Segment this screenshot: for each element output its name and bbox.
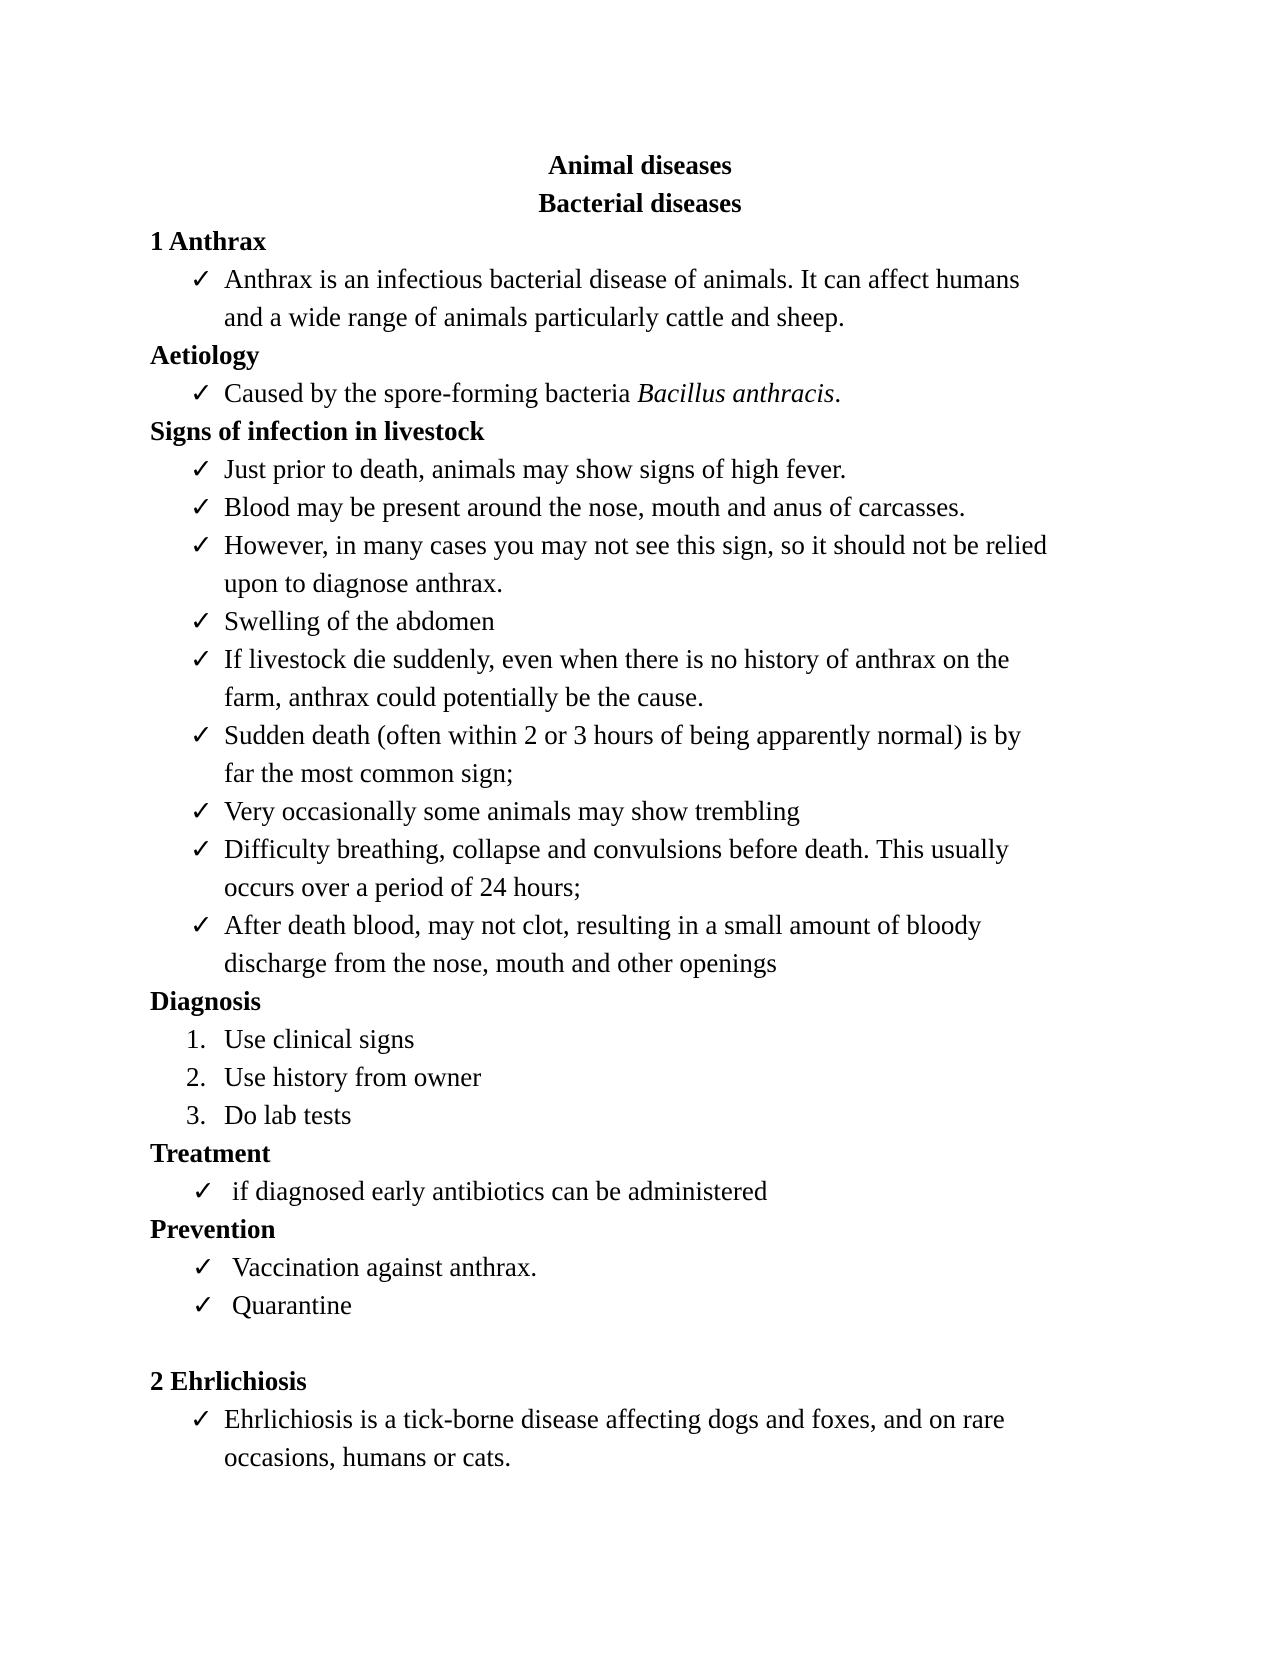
document-subtitle: Bacterial diseases [538,188,742,218]
list-item-text: Swelling of the abdomen [224,606,495,636]
checkmark-icon: ✓ [190,644,213,674]
list-item [190,526,1047,564]
section-heading-anthrax: 1 Anthrax [150,226,267,256]
numbered-item [186,1020,414,1058]
list-item-continuation: occurs over a period of 24 hours; [224,872,581,902]
checkmark-icon: ✓ [190,378,213,408]
checkmark-icon: ✓ [190,606,213,636]
list-item [190,602,495,640]
item-text: Use history from owner [224,1062,482,1092]
list-item-text: if diagnosed early antibiotics can be administered [232,1176,768,1206]
list-item [190,792,800,830]
aetiology-text: Caused by the spore-forming bacteria [224,378,638,408]
list-item-continuation: farm, anthrax could potentially be the cause. [224,682,704,712]
list-item-text: Ehrlichiosis is a tick-borne disease affecting dogs and foxes, and on rare [224,1404,1005,1434]
list-item-text: However, in many cases you may not see this sign, so it should not be relied [224,530,1048,560]
checkmark-icon: ✓ [190,530,213,560]
list-item-text: Sudden death (often within 2 or 3 hours of being apparently normal) is by [224,720,1022,750]
list-item [190,640,1010,678]
list-item [192,1172,767,1210]
checkmark-icon: ✓ [192,1252,215,1282]
list-item [190,488,966,526]
checkmark-icon: ✓ [190,492,213,522]
list-item [190,1400,1005,1438]
checkmark-icon: ✓ [190,910,213,940]
list-item-text: After death blood, may not clot, resulting in a small amount of bloody [224,910,982,940]
subheading-signs: Signs of infection in livestock [150,416,485,446]
list-item-text: If livestock die suddenly, even when there is no history of anthrax on the [224,644,1010,674]
checkmark-icon: ✓ [190,454,213,484]
checkmark-icon: ✓ [190,720,213,750]
organism-name: Bacillus anthracis [637,378,835,408]
document-title: Animal diseases [548,150,732,180]
subheading-aetiology: Aetiology [150,340,260,370]
list-item [190,716,1021,754]
numbered-item [186,1058,481,1096]
checkmark-icon: ✓ [190,796,213,826]
list-item [192,1286,352,1324]
aetiology-end: . [834,378,842,408]
item-text: Use clinical signs [224,1024,415,1054]
list-item-text: Very occasionally some animals may show trembling [224,796,800,826]
subheading-prevention: Prevention [150,1214,276,1244]
checkmark-icon: ✓ [192,1290,215,1320]
list-item-continuation: occasions, humans or cats. [224,1442,512,1472]
list-item-text: Quarantine [232,1290,352,1320]
checkmark-icon: ✓ [190,834,213,864]
checkmark-icon: ✓ [192,1176,215,1206]
checkmark-icon: ✓ [190,1404,213,1434]
item-text: Do lab tests [224,1100,352,1130]
list-item-text: Anthrax is an infectious bacterial disease of animals. It can affect humans [224,264,1020,294]
numbered-item [186,1096,352,1134]
list-item-text: Vaccination against anthrax. [232,1252,538,1282]
list-item [190,260,1020,298]
list-item [190,906,981,944]
list-item-continuation: discharge from the nose, mouth and other openings [224,948,777,978]
list-item-continuation: upon to diagnose anthrax. [224,568,503,598]
list-item-text: Difficulty breathing, collapse and convulsions before death. This usually [224,834,1009,864]
subheading-treatment: Treatment [150,1138,271,1168]
list-item-text: Just prior to death, animals may show signs of high fever. [224,454,847,484]
list-item-continuation: far the most common sign; [224,758,514,788]
list-item [190,374,841,412]
item-number: 1. [186,1024,207,1054]
item-number: 3. [186,1100,207,1130]
section-heading-ehrlichiosis: 2 Ehrlichiosis [150,1366,307,1396]
list-item-text: Blood may be present around the nose, mouth and anus of carcasses. [224,492,966,522]
list-item [190,830,1009,868]
list-item [192,1248,537,1286]
checkmark-icon: ✓ [190,264,213,294]
list-item-continuation: and a wide range of animals particularly cattle and sheep. [224,302,845,332]
item-number: 2. [186,1062,207,1092]
list-item [190,450,846,488]
subheading-diagnosis: Diagnosis [150,986,262,1016]
